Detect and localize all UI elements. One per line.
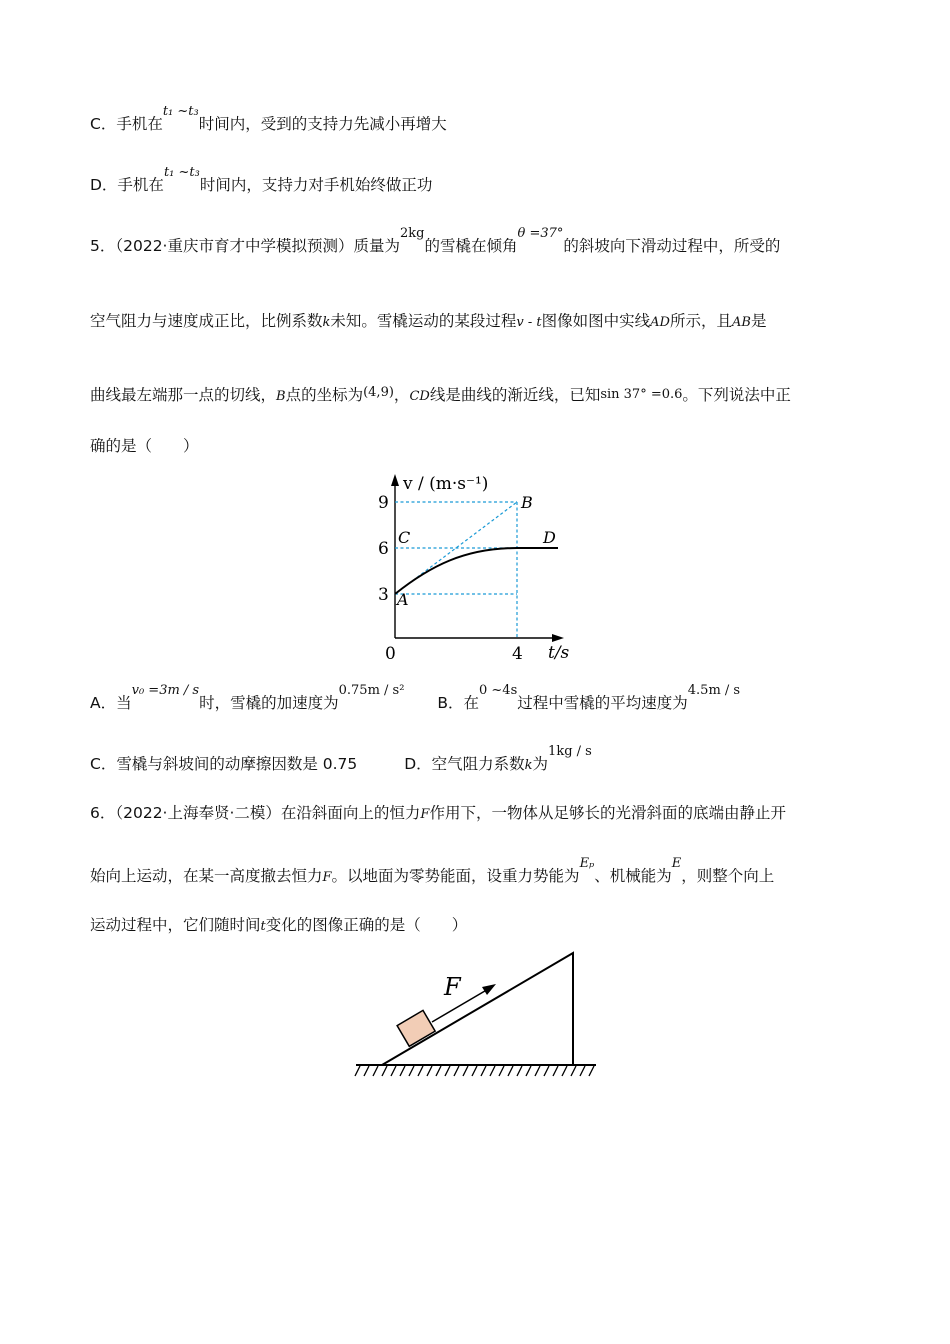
incline-triangle <box>382 953 573 1065</box>
option-c-prev: C．手机在$^{t_1 \sim t_3}$时间内，受到的支持力先减小再增大 <box>90 104 447 133</box>
y-axis-label: v / (m·s⁻¹) <box>403 474 489 494</box>
x-axis-arrow <box>552 634 564 642</box>
option-b: B．在$^{0 \sim 4s}$过程中雪橇的平均速度为$^{4.5m / s}$ <box>437 683 741 712</box>
option-d-prev: D．手机在$^{t_1 \sim t_3}$时间内，支持力对手机始终做正功 <box>90 165 433 194</box>
q5-vt-graph <box>370 466 580 666</box>
y-tick-9: 9 <box>378 493 389 513</box>
point-c-label: C <box>398 528 411 547</box>
point-d-label: D <box>543 528 556 547</box>
curve-ad <box>395 548 558 594</box>
y-tick-3: 3 <box>378 585 389 605</box>
x-tick-0: 0 <box>385 644 396 664</box>
q6-line3: 运动过程中，它们随时间t变化的图像正确的是（ ） <box>90 916 468 934</box>
point-a-label: A <box>397 590 409 609</box>
force-label: F <box>444 973 461 1001</box>
block <box>397 1010 435 1046</box>
force-arrow <box>432 988 490 1022</box>
q5-line4: 确的是（ ） <box>90 437 199 455</box>
option-a: A．当$^{v_0 =3m / s}$时，雪橇的加速度为$^{0.75m / s^2}$ <box>90 683 405 712</box>
q6-line2: 始向上运动，在某一高度撤去恒力F。以地面为零势能面，设重力势能为$^{E_p}$、机械能为$^E$，则整个向上 <box>90 856 775 885</box>
q5-line3: 曲线最左端那一点的切线，B点的坐标为$^{(4,9)}$，CD线是曲线的渐近线，已知sin 37° =0.6。下列说法中正 <box>90 385 791 404</box>
x-tick-4: 4 <box>512 644 523 664</box>
q5-line2: 空气阻力与速度成正比，比例系数k未知。雪橇运动的某段过程v - t图像如图中实线AD所示，且AB是 <box>90 312 767 330</box>
q6-incline-diagram <box>350 945 600 1080</box>
math-theta: θ =37° <box>517 226 564 241</box>
force-arrowhead <box>482 984 496 995</box>
y-axis-arrow <box>391 474 399 486</box>
q5-options-cd <box>90 744 592 776</box>
option-c: C．雪橇与斜坡间的动摩擦因数是 0.75 <box>90 755 358 773</box>
math-mass: 2kg <box>400 226 425 241</box>
q5-options-ab <box>90 683 741 715</box>
y-tick-6: 6 <box>378 539 389 559</box>
option-d: D．空气阻力系数k为$^{1kg / s}$ <box>404 744 592 773</box>
x-axis-label: t/s <box>548 643 570 663</box>
q6-line1: 6．（2022·上海奉贤·二模）在沿斜面向上的恒力F作用下，一物体从足够长的光滑斜面的底端由静止开 <box>90 804 786 822</box>
point-b-label: B <box>521 493 533 512</box>
ground-hatching <box>355 1066 594 1076</box>
math-t1-t3: t₁ ~t₃ <box>162 104 199 119</box>
q5-line1: 5．（2022·重庆市育才中学模拟预测）质量为$^{2kg}$的雪橇在倾角$^{\theta =37^\circ}$的斜坡向下滑动过程中，所受的 <box>90 226 781 255</box>
math-t1-t3: t₁ ~t₃ <box>163 165 200 180</box>
